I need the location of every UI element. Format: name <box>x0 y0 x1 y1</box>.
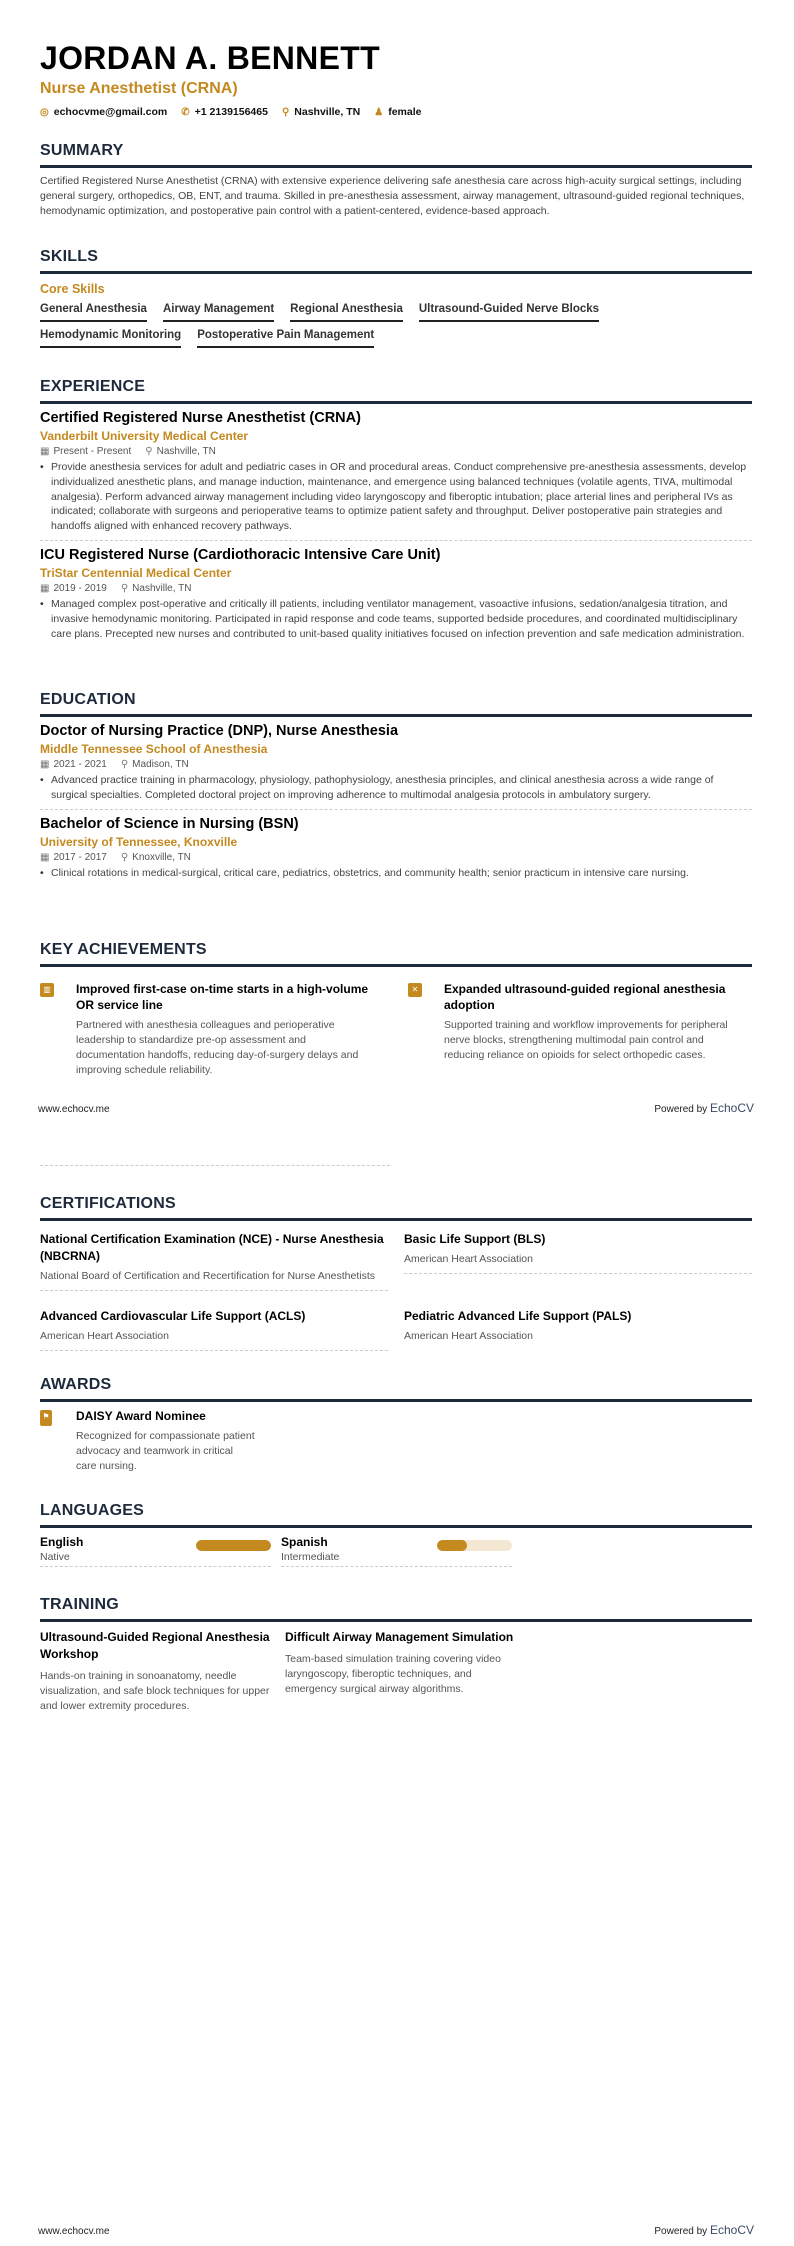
cert-issuer: American Heart Association <box>404 1253 533 1265</box>
location-icon: ⚲ <box>120 759 129 770</box>
entry-dates: ▦ 2021 - 2021 <box>40 759 107 770</box>
section-heading: SUMMARY <box>40 142 752 168</box>
entry-bullet: • Advanced practice training in pharmacology, physiology, pathophysiology, anesthesia principles, and clinical anesthesia across a wide range of surgical specialties. Completed doctoral project on improving adherence to multimodal analgesia protocols in ambulatory surgery. <box>40 773 752 803</box>
education-entry <box>40 816 752 887</box>
section-heading: CERTIFICATIONS <box>40 1195 752 1221</box>
training-desc: Hands-on training in sonoanatomy, needle visualization, and safe block techniques for upper and lower extremity procedures. <box>40 1670 270 1712</box>
job-title: Nurse Anesthetist (CRNA) <box>40 80 238 97</box>
entry-title: Certified Registered Nurse Anesthetist (CRNA) <box>40 410 361 426</box>
location-icon: ⚲ <box>120 582 129 594</box>
achievement-title: Expanded ultrasound-guided regional anesthesia adoption <box>444 982 726 1012</box>
cert-title: Pediatric Advanced Life Support (PALS) <box>404 1309 632 1323</box>
cert-issuer: National Board of Certification and Recertification for Nurse Anesthetists <box>40 1270 376 1282</box>
section-heading: LANGUAGES <box>40 1502 752 1528</box>
achievement-item <box>408 981 738 1063</box>
award-file-icon: ⚑ <box>40 1410 52 1426</box>
email-icon: ◎ <box>40 107 49 118</box>
entry-location: ⚲ Madison, TN <box>120 759 189 770</box>
achievement-desc: Partnered with anesthesia colleagues and perioperative leadership to standardize pre-op assessment and documentation handoffs, reducing day-of-surgery delays and improving schedule reliability. <box>76 1019 359 1076</box>
brand-logo: EchoCV <box>709 1101 754 1115</box>
entry-location: ⚲ Nashville, TN <box>120 582 192 594</box>
award-item <box>40 1408 290 1474</box>
achievement-item <box>40 981 370 1078</box>
entry-bullet: • Provide anesthesia services for adult and pediatric cases in OR and procedural areas. Conduct comprehensive pre-anesthesia assessments, develop individualized anesthetic plans, and manage induction, maintenance, and emergence using balanced techniques (volatile agents, TIVA, multimodal analgesia). Perform advanced airway management including video laryngoscopy and fiberoptic intubation; place arterial lines and peripheral IVs as indicated; collaborate with surgeons and perioperative teams to optimize patient safety and throughput. Deliver postoperative pain strategies and handoffs aligned with enhanced recovery pathways. <box>40 460 752 534</box>
location-icon: ⚲ <box>120 851 129 863</box>
footer-url[interactable]: www.echocv.me <box>38 1104 110 1115</box>
location-icon: ⚲ <box>145 446 153 457</box>
skill-tag: General Anesthesia <box>40 299 147 322</box>
calendar-icon: ▦ <box>40 851 50 863</box>
language-name: English <box>40 1535 84 1549</box>
skill-group-title: Core Skills <box>40 282 105 296</box>
achievement-desc: Supported training and workflow improvements for peripheral nerve blocks, strengthening multimodal pain control and reducing reliance on opioids for select orthopedic cases. <box>444 1019 728 1061</box>
entry-dates: ▦ Present - Present <box>40 446 132 457</box>
calendar-icon: ▦ <box>40 446 50 457</box>
training-title: Ultrasound-Guided Regional Anesthesia Workshop <box>40 1630 270 1661</box>
language-item <box>40 1535 271 1567</box>
skill-tag: Hemodynamic Monitoring <box>40 325 181 348</box>
entry-title: Doctor of Nursing Practice (DNP), Nurse Anesthesia <box>40 723 399 739</box>
skill-tag: Airway Management <box>163 299 274 322</box>
summary-section <box>40 142 752 218</box>
skill-tag: Regional Anesthesia <box>290 299 403 322</box>
proficiency-bar <box>196 1540 271 1551</box>
contact-location: ⚲ Nashville, TN <box>281 106 361 118</box>
cert-issuer: American Heart Association <box>40 1330 169 1342</box>
entry-bullet: • Clinical rotations in medical-surgical, critical care, pediatrics, obstetrics, and community health; senior practicum in intensive care nursing. <box>40 866 752 881</box>
training-item <box>285 1629 520 1697</box>
certification-item <box>404 1308 752 1350</box>
training-title: Difficult Airway Management Simulation <box>285 1630 514 1644</box>
contact-email[interactable]: ◎ echocvme@gmail.com <box>40 106 168 118</box>
entry-dates: ▦ 2017 - 2017 <box>40 851 107 863</box>
entry-dates: ▦ 2019 - 2019 <box>40 582 107 594</box>
education-section <box>40 691 752 886</box>
certification-item <box>40 1231 388 1291</box>
entry-organization: University of Tennessee, Knoxville <box>40 834 238 849</box>
training-section <box>40 1596 752 1716</box>
proficiency-fill <box>196 1540 271 1551</box>
tag-x-icon: ✕ <box>408 983 422 997</box>
location-icon: ⚲ <box>281 107 290 118</box>
person-icon: ♟ <box>374 107 384 118</box>
language-level: Intermediate <box>281 1551 340 1563</box>
divider <box>40 1165 390 1166</box>
cert-title: Basic Life Support (BLS) <box>404 1232 546 1246</box>
contact-phone[interactable]: ✆ +1 2139156465 <box>181 106 268 118</box>
entry-organization: Middle Tennessee School of Anesthesia <box>40 742 268 756</box>
certification-item <box>404 1231 752 1274</box>
skills-list <box>40 296 700 348</box>
contact-row <box>40 106 752 118</box>
entry-location: ⚲ Knoxville, TN <box>120 851 191 863</box>
cert-title: Advanced Cardiovascular Life Support (ACLS) <box>40 1309 306 1323</box>
footer-url[interactable]: www.echocv.me <box>38 2226 110 2237</box>
resume-header <box>40 40 752 118</box>
section-heading: KEY ACHIEVEMENTS <box>40 941 752 967</box>
calendar-icon: ▦ <box>40 759 50 770</box>
achievements-section <box>40 941 752 1081</box>
proficiency-fill <box>437 1540 467 1551</box>
skills-section <box>40 248 752 348</box>
award-desc: Recognized for compassionate patient advocacy and teamwork in critical care nursing. <box>76 1430 255 1472</box>
section-heading: TRAINING <box>40 1596 752 1622</box>
language-name: Spanish <box>281 1535 328 1549</box>
education-entry <box>40 723 752 810</box>
section-heading: AWARDS <box>40 1376 752 1402</box>
entry-organization: Vanderbilt University Medical Center <box>40 429 249 443</box>
certification-item <box>40 1308 388 1351</box>
section-heading: EXPERIENCE <box>40 378 752 404</box>
language-level: Native <box>40 1551 70 1563</box>
brand-logo: EchoCV <box>709 2223 754 2237</box>
entry-title: Bachelor of Science in Nursing (BSN) <box>40 815 299 832</box>
entry-bullet: • Managed complex post-operative and critically ill patients, including ventilator management, vasoactive infusions, sedation/analgesia titration, and invasive hemodynamic monitoring. Participated in rapid response and code teams, supported bedside procedures, and coordinated multidisciplinary care plans. Precepted new nurses and contributed to unit-based quality initiatives focused on infection prevention and safe medication administration. <box>40 597 752 641</box>
award-title: DAISY Award Nominee <box>76 1409 206 1423</box>
entry-location: ⚲ Nashville, TN <box>145 446 216 457</box>
experience-entry <box>40 410 752 541</box>
training-desc: Team-based simulation training covering video laryngoscopy, fiberoptic techniques, and emergency surgical airway algorithms. <box>285 1653 501 1695</box>
experience-entry <box>40 547 752 647</box>
experience-section <box>40 378 752 647</box>
phone-icon: ✆ <box>181 107 190 118</box>
skill-tag: Postoperative Pain Management <box>197 325 374 348</box>
calendar-icon: ▦ <box>40 582 50 594</box>
awards-section <box>40 1376 752 1476</box>
section-heading: SKILLS <box>40 248 752 274</box>
calendar-chart-icon: ▥ <box>40 983 54 997</box>
summary-text: Certified Registered Nurse Anesthetist (CRNA) with extensive experience delivering safe anesthesia care across high-acuity surgical settings, including general surgery, orthopedics, OB, ENT, and trauma. Skilled in pre-anesthesia assessment, airway management, ultrasound-guided regional techniques, hemodynamic optimization, and postoperative pain control with a patient-centered, evidence-based approach. <box>40 175 745 217</box>
achievement-title: Improved first-case on-time starts in a high-volume OR service line <box>76 982 369 1012</box>
certifications-section <box>40 1195 752 1355</box>
language-item <box>281 1535 512 1567</box>
section-heading: EDUCATION <box>40 691 752 717</box>
candidate-name: JORDAN A. BENNETT <box>40 40 380 76</box>
training-item <box>40 1629 275 1714</box>
footer-powered: Powered by EchoCV <box>654 1101 754 1115</box>
contact-gender: ♟ female <box>374 106 422 118</box>
languages-section <box>40 1502 752 1572</box>
entry-organization: TriStar Centennial Medical Center <box>40 565 232 580</box>
cert-title: National Certification Examination (NCE) - Nurse Anesthesia (NBCRNA) <box>40 1232 384 1263</box>
proficiency-bar <box>437 1540 512 1551</box>
footer-powered: Powered by EchoCV <box>654 2223 754 2237</box>
skill-tag: Ultrasound-Guided Nerve Blocks <box>419 299 599 322</box>
cert-issuer: American Heart Association <box>404 1330 533 1342</box>
entry-title: ICU Registered Nurse (Cardiothoracic Intensive Care Unit) <box>40 546 441 563</box>
